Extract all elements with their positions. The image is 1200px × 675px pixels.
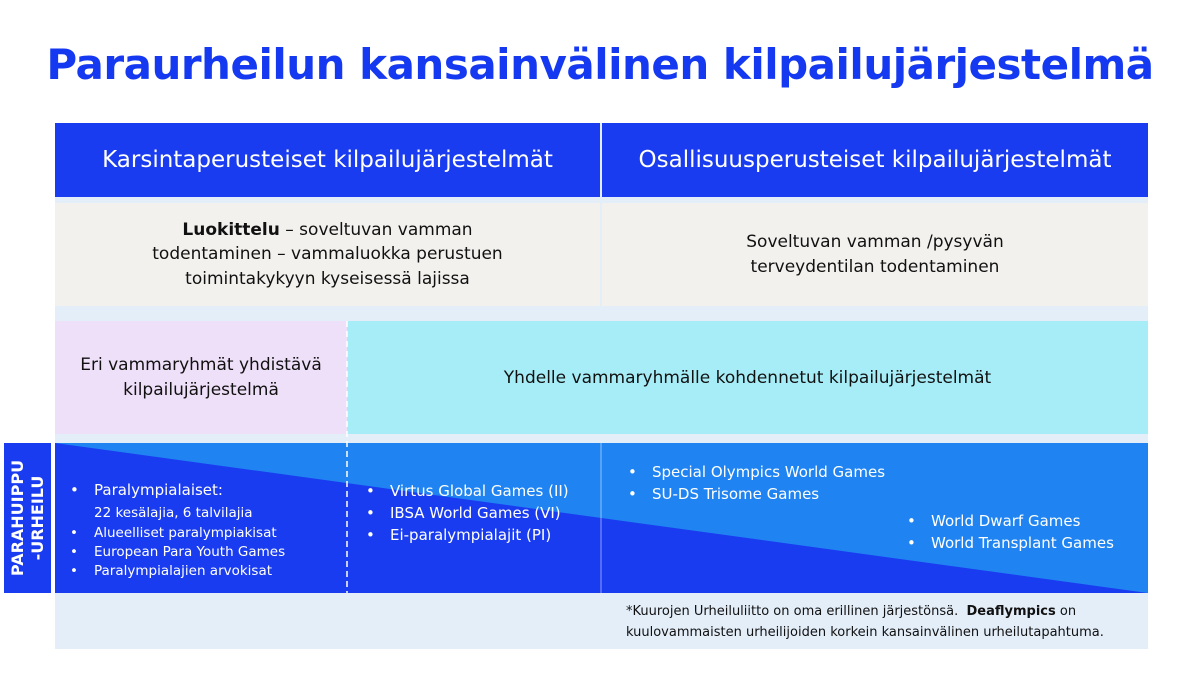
inclusive-top-list — [622, 461, 952, 505]
footnote — [626, 601, 1136, 643]
list-item — [64, 479, 344, 524]
list-item: • SU-DS Trisome Games — [622, 483, 952, 505]
single-group-system-text: Yhdelle vammaryhmälle kohdennetut kilpailujärjestelmät — [503, 367, 992, 388]
list-item: • Virtus Global Games (II) — [360, 480, 600, 502]
footnote-bold: Deaflympics — [966, 604, 1056, 619]
paralympic-more-list — [64, 524, 344, 581]
footnote-part2: on kuulovammaisten urheilijoiden korkein kansainvälinen urheilutapahtuma. — [626, 604, 1104, 640]
combined-system-text: Eri vammaryhmät yhdistävä kilpailujärjestelmä — [80, 354, 322, 400]
classification-term: Luokittelu — [182, 219, 280, 240]
list-item: • IBSA World Games (VI) — [360, 502, 600, 524]
paralympic-sub: 22 kesälajia, 6 talvilajia — [94, 505, 253, 521]
inclusive-events-bottom — [901, 510, 1141, 554]
header-participation-label: Osallisuusperusteiset kilpailujärjestelmät — [638, 147, 1112, 173]
list-item: • Paralympialajien arvokisat — [64, 562, 344, 581]
list-item: • Alueelliset paralympiakisat — [64, 524, 344, 543]
classification-description: – soveltuvan vamman todentaminen – vammaluokka perustuen toimintakykyyn kyseisessä lajissa — [152, 219, 503, 289]
parahuippu-text — [8, 460, 48, 576]
single-group-list — [360, 480, 600, 546]
paralympic-main: Paralympialaiset: — [94, 481, 223, 499]
paralympic-events — [64, 479, 344, 581]
eligibility-text: Soveltuvan vamman /pysyvän terveydentilan todentaminen — [746, 231, 1004, 277]
page-title: Paraurheilun kansainvälinen kilpailujärjestelmä — [46, 40, 1154, 89]
list-item: • Special Olympics World Games — [622, 461, 952, 483]
inclusive-events-top — [622, 461, 952, 505]
parahuippu-line2: -URHEILU — [27, 475, 47, 561]
inclusive-bottom-list — [901, 510, 1141, 554]
list-item: • World Transplant Games — [901, 532, 1141, 554]
header-qualification-label: Karsintaperusteiset kilpailujärjestelmät — [102, 147, 553, 173]
paralympic-main-list — [64, 479, 344, 524]
list-item: • European Para Youth Games — [64, 543, 344, 562]
list-item: • World Dwarf Games — [901, 510, 1141, 532]
parahuippu-line1: PARAHUIPPU — [7, 459, 27, 577]
parahuippu-label — [4, 443, 51, 593]
footnote-part1: *Kuurojen Urheiluliitto on oma erillinen järjestönsä. — [626, 604, 959, 619]
list-item: • Ei-paralympialajit (PI) — [360, 524, 600, 546]
single-group-events — [360, 480, 600, 546]
